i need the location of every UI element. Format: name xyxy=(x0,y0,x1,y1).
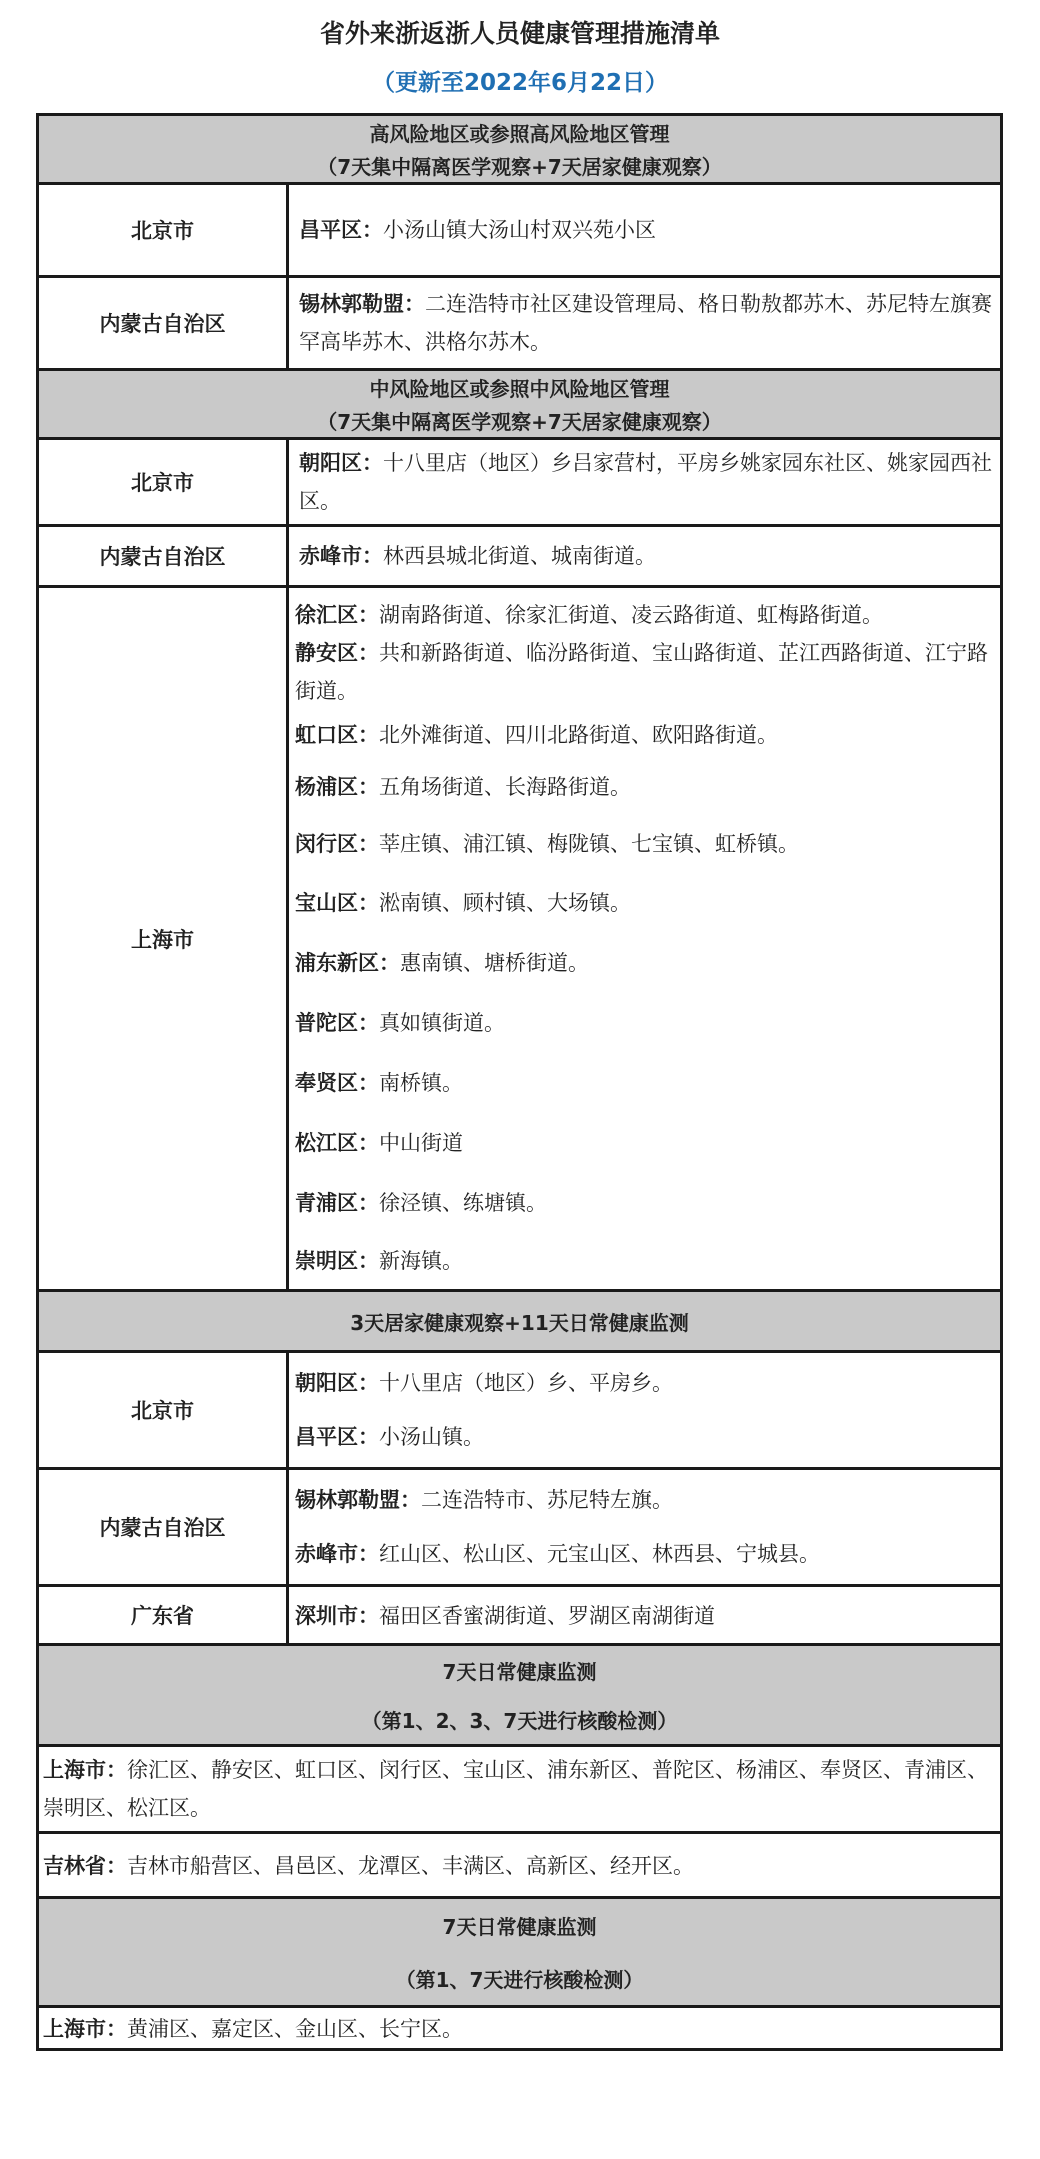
district-label: 松江区： xyxy=(295,1131,379,1155)
region-cell: 北京市 xyxy=(38,439,288,526)
table-row xyxy=(38,1352,1002,1469)
list-item xyxy=(295,1408,1000,1464)
section-header xyxy=(38,1645,1002,1746)
district-label: 赤峰市： xyxy=(299,544,383,568)
district-areas: 真如镇街道。 xyxy=(379,1011,505,1035)
province-label: 上海市： xyxy=(43,2017,127,2041)
district-areas: 小汤山镇大汤山村双兴苑小区 xyxy=(383,218,656,242)
content-cell xyxy=(288,1469,1002,1586)
district-areas: 南桥镇。 xyxy=(379,1071,463,1095)
district-label: 朝阳区： xyxy=(299,451,383,475)
district-label: 昌平区： xyxy=(295,1425,379,1449)
section-title: 3天居家健康观察+11天日常健康监测 xyxy=(350,1310,689,1335)
district-label: 奉贤区： xyxy=(295,1071,379,1095)
table-row xyxy=(38,439,1002,526)
content-cell xyxy=(38,1746,1002,1833)
district-areas: 惠南镇、塘桥街道。 xyxy=(400,951,589,975)
table-row xyxy=(38,587,1002,1291)
content-cell xyxy=(288,587,1002,1291)
list-item xyxy=(295,932,1000,992)
district-areas: 徐泾镇、练塘镇。 xyxy=(379,1191,547,1215)
list-item xyxy=(295,814,1000,872)
district-label: 虹口区： xyxy=(295,723,379,747)
district-areas: 淞南镇、顾村镇、大场镇。 xyxy=(379,891,631,915)
region-cell: 北京市 xyxy=(38,1352,288,1469)
district-label: 深圳市： xyxy=(295,1604,379,1628)
district-label: 浦东新区： xyxy=(295,951,400,975)
district-areas: 莘庄镇、浦江镇、梅陇镇、七宝镇、虹桥镇。 xyxy=(379,832,799,856)
district-areas: 小汤山镇。 xyxy=(379,1425,484,1449)
district-areas: 红山区、松山区、元宝山区、林西县、宁城县。 xyxy=(379,1542,820,1566)
section-title: 高风险地区或参照高风险地区管理 xyxy=(369,122,670,146)
content-cell xyxy=(288,184,1002,277)
list-item xyxy=(295,594,1000,634)
content-cell xyxy=(288,526,1002,587)
list-item xyxy=(295,758,1000,814)
table-row xyxy=(38,526,1002,587)
table-row xyxy=(38,1469,1002,1586)
list-item xyxy=(295,1525,1000,1581)
district-label: 静安区： xyxy=(295,641,379,665)
region-cell: 内蒙古自治区 xyxy=(38,277,288,370)
content-cell xyxy=(288,439,1002,526)
region-cell: 上海市 xyxy=(38,587,288,1291)
list-item xyxy=(295,1232,1000,1288)
list-item xyxy=(295,710,1000,758)
list-item xyxy=(295,1172,1000,1232)
list-item xyxy=(295,992,1000,1052)
district-areas: 新海镇。 xyxy=(379,1249,463,1273)
content-cell xyxy=(38,1833,1002,1898)
section-subtitle: （7天集中隔离医学观察+7天居家健康观察） xyxy=(317,410,722,434)
district-label: 杨浦区： xyxy=(295,775,379,799)
content-cell xyxy=(288,1352,1002,1469)
district-label: 锡林郭勒盟： xyxy=(299,292,425,316)
district-areas: 二连浩特市、苏尼特左旗。 xyxy=(421,1488,673,1512)
district-label: 徐汇区： xyxy=(295,603,379,627)
district-areas: 共和新路街道、临汾路街道、宝山路街道、芷江西路街道、江宁路街道。 xyxy=(295,641,988,703)
section-subtitle: （第1、2、3、7天进行核酸检测） xyxy=(361,1709,678,1733)
district-areas: 黄浦区、嘉定区、金山区、长宁区。 xyxy=(127,2017,463,2041)
table-row xyxy=(38,184,1002,277)
table-row xyxy=(38,2007,1002,2050)
document-title: 省外来浙返浙人员健康管理措施清单 xyxy=(319,19,720,48)
district-areas: 徐汇区、静安区、虹口区、闵行区、宝山区、浦东新区、普陀区、杨浦区、奉贤区、青浦区、崇明区、松江区。 xyxy=(43,1758,988,1820)
district-label: 朝阳区： xyxy=(295,1371,379,1395)
section-header xyxy=(38,1291,1002,1352)
table-row xyxy=(38,1746,1002,1833)
province-label: 上海市： xyxy=(43,1758,127,1782)
list-item xyxy=(295,1052,1000,1112)
section-title: 中风险地区或参照中风险地区管理 xyxy=(369,377,670,401)
region-cell: 北京市 xyxy=(38,184,288,277)
district-areas: 吉林市船营区、昌邑区、龙潭区、丰满区、高新区、经开区。 xyxy=(127,1854,694,1878)
district-areas: 林西县城北街道、城南街道。 xyxy=(383,544,656,568)
district-label: 昌平区： xyxy=(299,218,383,242)
region-cell: 内蒙古自治区 xyxy=(38,526,288,587)
section-header xyxy=(38,115,1002,184)
district-label: 宝山区： xyxy=(295,891,379,915)
district-label: 青浦区： xyxy=(295,1191,379,1215)
section-header xyxy=(38,1898,1002,2007)
district-areas: 福田区香蜜湖街道、罗湖区南湖街道 xyxy=(379,1604,715,1628)
region-cell: 广东省 xyxy=(38,1586,288,1645)
update-date: （更新至2022年6月22日） xyxy=(371,70,669,96)
section-subtitle: （7天集中隔离医学观察+7天居家健康观察） xyxy=(317,155,722,179)
list-item xyxy=(295,1473,1000,1525)
content-cell xyxy=(288,277,1002,370)
region-cell: 内蒙古自治区 xyxy=(38,1469,288,1586)
section-subtitle: （第1、7天进行核酸检测） xyxy=(395,1968,644,1992)
table-row xyxy=(38,1586,1002,1645)
district-areas: 中山街道 xyxy=(379,1131,463,1155)
district-areas: 湖南路街道、徐家汇街道、凌云路街道、虹梅路街道。 xyxy=(379,603,883,627)
list-item xyxy=(295,872,1000,932)
table-row xyxy=(38,277,1002,370)
section-title: 7天日常健康监测 xyxy=(442,1915,597,1939)
list-item xyxy=(295,1356,1000,1408)
section-header xyxy=(38,370,1002,439)
district-label: 崇明区： xyxy=(295,1249,379,1273)
list-item xyxy=(295,1112,1000,1172)
list-item xyxy=(295,634,1000,710)
province-label: 吉林省： xyxy=(43,1854,127,1878)
district-label: 赤峰市： xyxy=(295,1542,379,1566)
district-areas: 十八里店（地区）乡吕家营村，平房乡姚家园东社区、姚家园西社区。 xyxy=(299,451,992,513)
district-areas: 五角场街道、长海路街道。 xyxy=(379,775,631,799)
measures-table xyxy=(36,113,1003,2051)
district-label: 闵行区： xyxy=(295,832,379,856)
district-label: 普陀区： xyxy=(295,1011,379,1035)
district-areas: 北外滩街道、四川北路街道、欧阳路街道。 xyxy=(379,723,778,747)
content-cell xyxy=(38,2007,1002,2050)
content-cell xyxy=(288,1586,1002,1645)
district-label: 锡林郭勒盟： xyxy=(295,1488,421,1512)
district-areas: 十八里店（地区）乡、平房乡。 xyxy=(379,1371,673,1395)
district-areas: 二连浩特市社区建设管理局、格日勒敖都苏木、苏尼特左旗赛罕高毕苏木、洪格尔苏木。 xyxy=(299,292,992,354)
section-title: 7天日常健康监测 xyxy=(442,1660,597,1684)
table-row xyxy=(38,1833,1002,1898)
